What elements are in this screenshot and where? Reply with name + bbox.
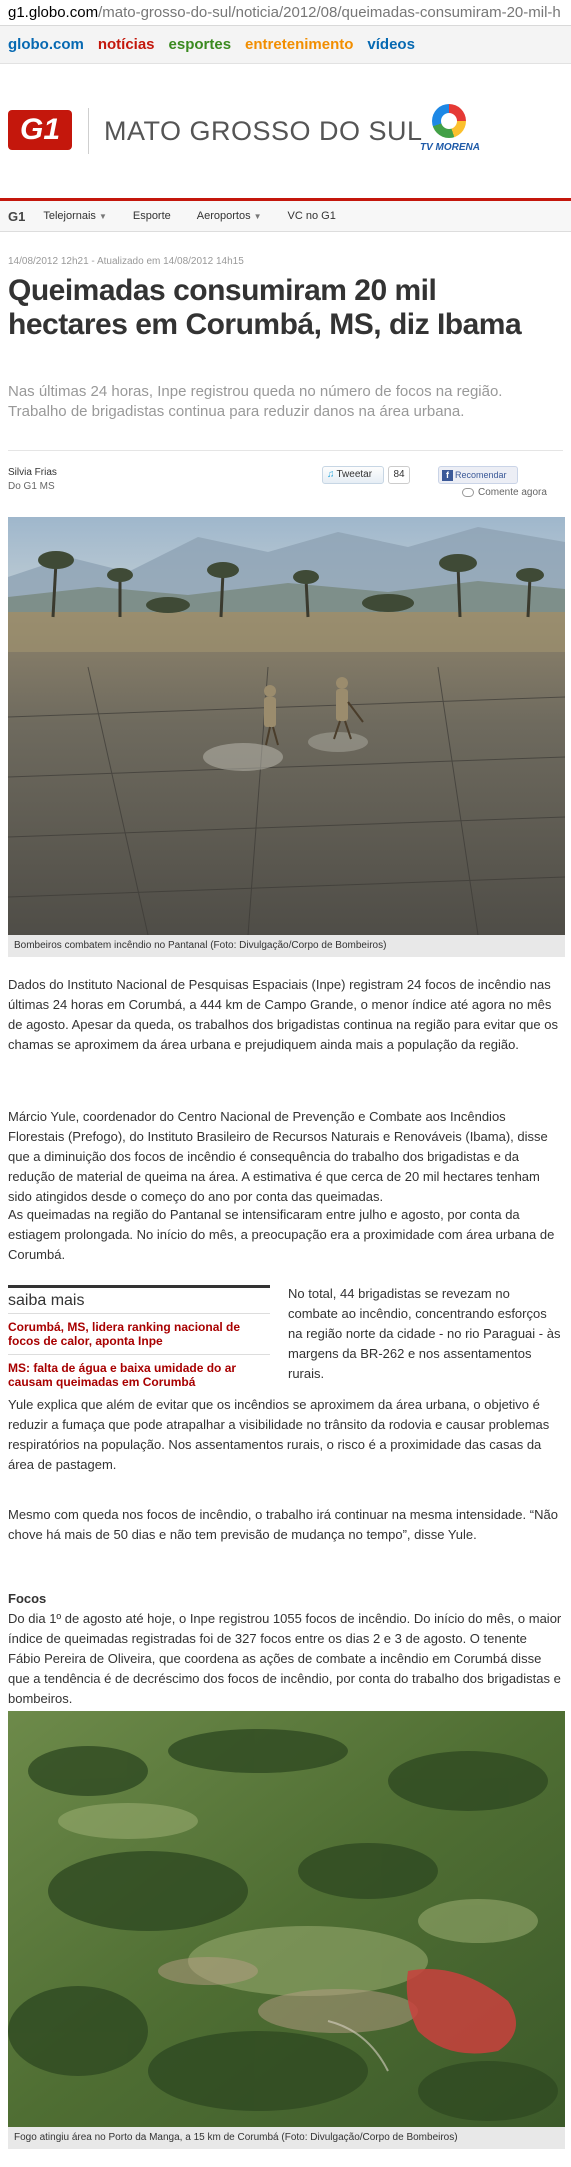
comment-link[interactable] [462,487,547,498]
nav-aeroportos[interactable] [197,210,262,222]
saiba-mais-title: saiba mais [8,1285,270,1313]
globo-top-nav [0,26,571,64]
article-paragraph: Do dia 1º de agosto até hoje, o Inpe registrou 1055 focos de incêndio. Do início do mês, o maior índice de queimadas registradas foi de 327 focos entre os dias 2 e 3 de agosto. O tenente Fábio Pereira de Oliveira, que coordena as ações de combate a incêndio em Corumbá disse que a tendência é de decréscimo dos focos de incêndio, por conta do trabalho dos brigadistas e bombeiros. [8,1611,562,1706]
nav-esporte[interactable] [133,210,171,222]
section-nav [0,198,571,232]
g1-logo[interactable]: G1 [8,110,72,150]
related-link[interactable]: MS: falta de água e baixa umidade do ar causam queimadas em Corumbá [8,1354,270,1395]
facebook-icon: f [442,470,453,481]
nav-telejornais[interactable] [43,210,107,222]
photo-caption: Fogo atingiu área no Porto da Manga, a 15 km de Corumbá (Foto: Divulgação/Corpo de Bombeiros) [8,2127,565,2149]
nav-telejornais-label: Telejornais [43,210,96,222]
chevron-down-icon: ▼ [253,212,262,221]
article-paragraph: Mesmo com queda nos focos de incêndio, o trabalho irá continuar na mesma intensidade. “Não chove há mais de 50 dias e não tem previsão de mudança no tempo”, disse Yule. [8,1507,558,1542]
fb-label: Recomendar [455,470,507,480]
article-paragraph: No total, 44 brigadistas se revezam no combate ao incêndio, concentrando esforços na região norte da cidade - no rio Paraguai - às margens da BR-262 e nos assentamentos rurais. [288,1286,561,1381]
author-name: Silvia Frias [8,467,57,478]
chevron-down-icon: ▼ [98,212,107,221]
site-header [0,64,571,198]
twitter-bird-icon: ♫ [327,469,335,480]
url-bar[interactable] [0,0,571,26]
section-heading: Focos [8,1591,47,1606]
tv-morena-logo[interactable] [420,104,480,158]
url-host: g1.globo.com [8,4,99,21]
nav-aeroportos-label: Aeroportos [196,210,251,222]
article-paragraph: Yule explica que além de evitar que os incêndios se aproximem da área urbana, o objetivo é reduzir a fumaça que pode atrapalhar a visibilidade no trânsito da rodovia e causar problemas respiratórios na população. Nos assentamentos rurais, o risco é a proximidade das casas da área de pastagem. [8,1397,550,1472]
nav-esportes[interactable]: esportes [168,36,232,53]
tweet-count: 84 [388,466,410,484]
article-photo-firefighters [8,517,565,935]
region-title[interactable]: MATO GROSSO DO SUL [104,116,423,146]
firefighters-photo-illustration [8,517,565,935]
article-dateline: 14/08/2012 12h21 - Atualizado em 14/08/2012 14h15 [8,256,244,267]
section-nav-g1-logo[interactable]: G1 [8,208,26,224]
aerial-photo-illustration [8,1711,565,2127]
tv-logo-name: TV MORENA [420,142,480,153]
author-org: Do G1 MS [8,481,55,492]
author-block [8,466,57,494]
article-subhead: Nas últimas 24 horas, Inpe registrou queda no número de focos na região. Trabalho de brigadistas continua para reduzir danos na área urbana. [8,383,503,420]
nav-videos[interactable]: vídeos [367,36,415,53]
globo-home-link[interactable]: globo.com [8,36,84,53]
article-headline: Queimadas consumiram 20 mil hectares em Corumbá, MS, diz Ibama [8,274,522,341]
nav-vc-no-g1[interactable] [288,210,336,222]
divider [8,450,563,451]
tweet-button[interactable] [322,466,384,484]
tv-logo-ring-icon [432,104,466,138]
related-link[interactable]: Corumbá, MS, lidera ranking nacional de focos de calor, aponta Inpe [8,1313,270,1354]
comment-bubble-icon [462,488,474,497]
nav-entretenimento[interactable]: entretenimento [245,36,354,53]
tweet-label: Tweetar [336,469,373,480]
nav-esporte-label: Esporte [132,210,171,222]
saiba-mais-box [8,1285,270,1395]
nav-vc-no-g1-label: VC no G1 [287,210,336,222]
comment-label: Comente agora [478,487,547,498]
article-photo-aerial [8,1711,565,2127]
photo-caption: Bombeiros combatem incêndio no Pantanal (Foto: Divulgação/Corpo de Bombeiros) [8,935,565,957]
article-paragraph: Márcio Yule, coordenador do Centro Nacional de Prevenção e Combate aos Incêndios Florestais (Prefogo), do Instituto Brasileiro de Recursos Naturais e Renováveis (Ibama), disse que a diminuição dos focos de incêndio é consequência do trabalho dos brigadistas e da redução de material de queima na área. A estimativa é que cerca de 20 mil hectares tenham sido atingidos desde o começo do ano por conta das queimadas. [8,1109,548,1204]
url-path: /mato-grosso-do-sul/noticia/2012/08/queimadas-consumiram-20-mil-h [98,4,561,21]
header-divider [88,108,89,154]
nav-noticias[interactable]: notícias [97,36,155,53]
facebook-recommend-button[interactable] [438,466,518,484]
article-paragraph: As queimadas na região do Pantanal se intensificaram entre julho e agosto, por conta da estiagem prolongada. No início do mês, a preocupação era a proximidade com área urbana de Corumbá. [8,1207,555,1262]
article-paragraph: Dados do Instituto Nacional de Pesquisas Espaciais (Inpe) registram 24 focos de incêndio nas últimas 24 horas em Corumbá, a 444 km de Campo Grande, o menor índice até agora no mês de agosto. Apesar da queda, os trabalhos dos brigadistas continua na região para evitar que os chamas se aproximem da área urbana e prejudiquem ainda mais a população da região. [8,977,558,1052]
